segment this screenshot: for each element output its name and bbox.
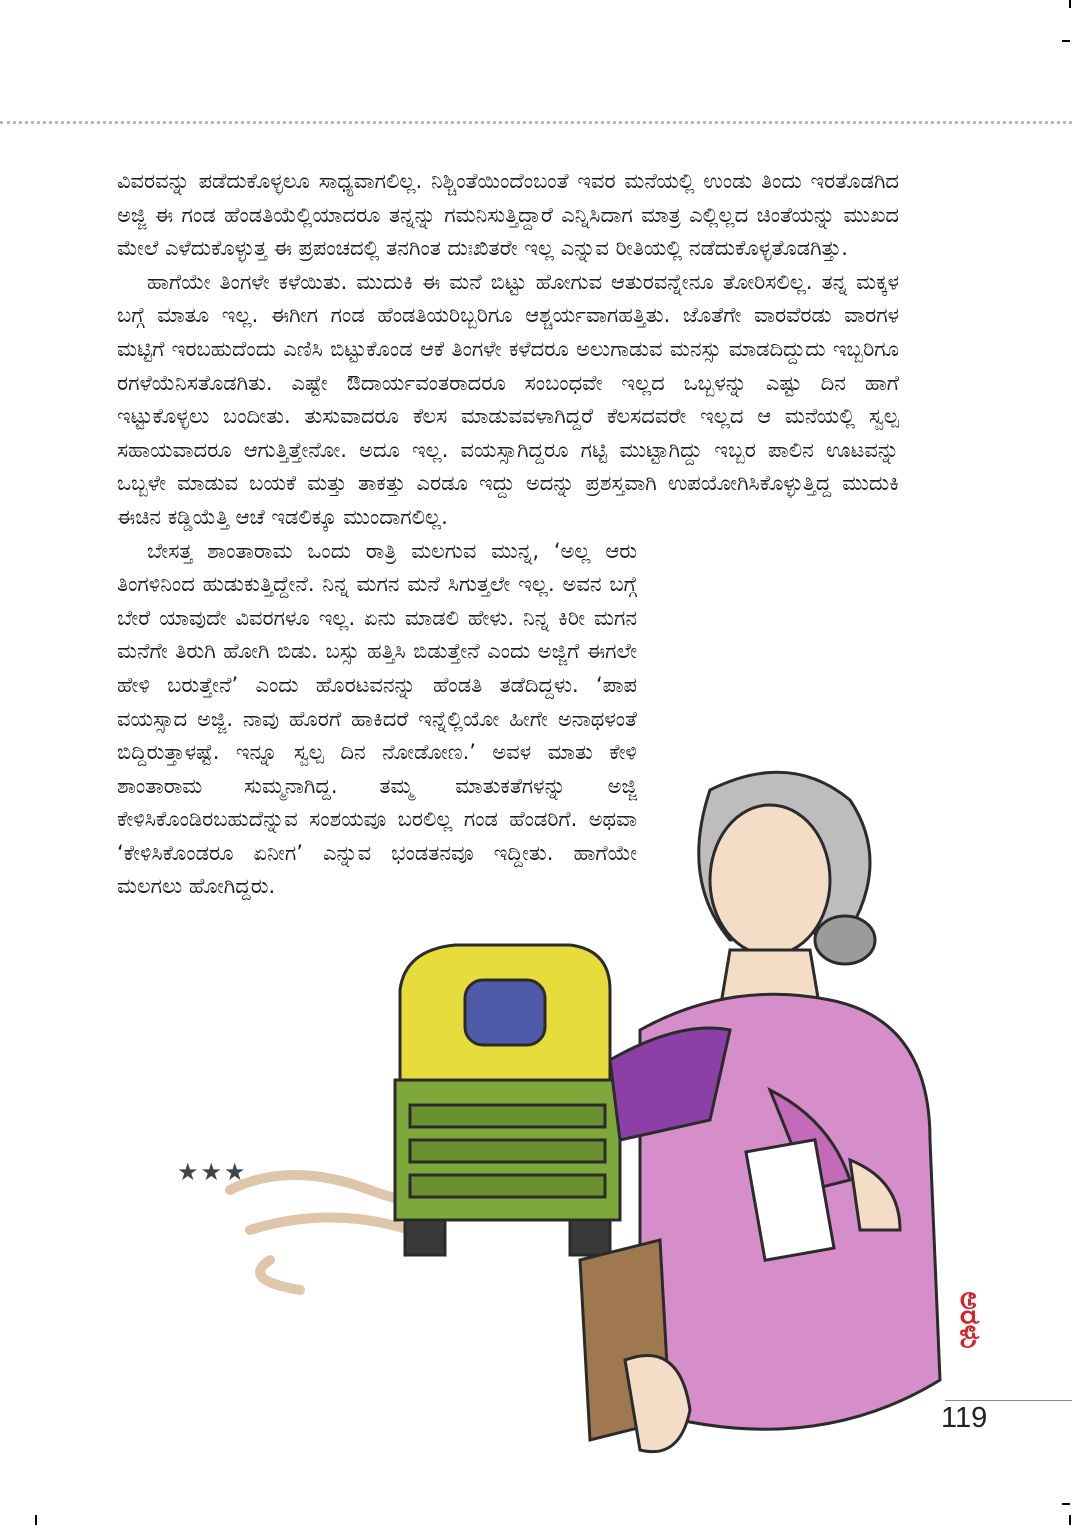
- paragraph-2: ಹಾಗೆಯೇ ತಿಂಗಳೇ ಕಳೆಯಿತು. ಮುದುಕಿ ಈ ಮನೆ ಬಿಟ್ಟು ಹೋಗುವ ಆತುರವನ್ನೇನೂ ತೋರಿಸಲಿಲ್ಲ. ತನ್ನ ಮಕ್ಕಳ ಬಗ್ಗೆ ಮಾತೂ ಇಲ್ಲ. ಈಗೀಗ ಗಂಡ ಹೆಂಡತಿಯರಿಬ್ಬರಿಗೂ ಆಶ್ಚರ್ಯವಾಗಹತ್ತಿತು. ಜೊತೆಗೇ ವಾರವೆರಡು ವಾರಗಳ ಮಟ್ಟಿಗೆ ಇರಬಹುದೆಂದು ಎಣಿಸಿ ಬಿಟ್ಟುಕೊಂಡ ಆಕೆ ತಿಂಗಳೇ ಕಳೆದರೂ ಅಲುಗಾಡುವ ಮನಸ್ಸು ಮಾಡದಿದ್ದುದು ಇಬ್ಬರಿಗೂ ರಗಳೆಯೆನಿಸತೊಡಗಿತು. ಎಷ್ಟೇ ಔದಾರ್ಯವಂತರಾದರೂ ಸಂಬಂಧವೇ ಇಲ್ಲದ ಒಬ್ಬಳನ್ನು ಎಷ್ಟು ದಿನ ಹಾಗೆ ಇಟ್ಟುಕೊಳ್ಳಲು ಬಂದೀತು. ತುಸುವಾದರೂ ಕೆಲಸ ಮಾಡುವವಳಾಗಿದ್ದರೆ ಕೆಲಸದವರೇ ಇಲ್ಲದ ಆ ಮನೆಯಲ್ಲಿ ಸ್ವಲ್ಪ ಸಹಾಯವಾದರೂ ಆಗುತ್ತಿತ್ತೇನೋ. ಅದೂ ಇಲ್ಲ. ವಯಸ್ಸಾಗಿದ್ದರೂ ಗಟ್ಟಿ ಮುಟ್ಟಾಗಿದ್ದು ಇಬ್ಬರ ಪಾಲಿನ ಊಟವನ್ನು ಒಬ್ಬಳೇ ಮಾಡುವ ಬಯಕೆ ಮತ್ತು ತಾಕತ್ತು ಎರಡೂ ಇದ್ದು ಅದನ್ನು ಪ್ರಶಸ್ತವಾಗಿ ಉಪಯೋಗಿಸಿಕೊಳ್ಳುತ್ತಿದ್ದ ಮುದುಕಿ ಈಚಿನ ಕಡ್ಡಿಯೆತ್ತಿ ಆಚೆ ಇಡಲಿಕ್ಕೂ ಮುಂದಾಗಲಿಲ್ಲ.: [117, 269, 899, 529]
- page-number-rule: [945, 1400, 1072, 1401]
- header-dotted-rule: [0, 121, 1072, 124]
- paragraph-3: ಬೇಸತ್ತ ಶಾಂತಾರಾಮ ಒಂದು ರಾತ್ರಿ ಮಲಗುವ ಮುನ್ನ, ‘ಅಲ್ಲ ಆರು ತಿಂಗಳಿನಿಂದ ಹುಡುಕುತ್ತಿದ್ದೇನೆ. ನಿನ್ನ ಮಗನ ಮನೆ ಸಿಗುತ್ತಲೇ ಇಲ್ಲ. ಅವನ ಬಗ್ಗೆ ಬೇರೆ ಯಾವುದೇ ವಿವರಗಳೂ ಇಲ್ಲ. ಏನು ಮಾಡಲಿ ಹೇಳು. ನಿನ್ನ ಕಿರೀ ಮಗನ ಮನೆಗೇ ತಿರುಗಿ ಹೋಗಿ ಬಿಡು. ಬಸ್ಸು ಹತ್ತಿಸಿ ಬಿಡುತ್ತೇನೆ ಎಂದು ಅಜ್ಜಿಗೆ ಈಗಲೇ ಹೇಳಿ ಬರುತ್ತೇನೆ’ ಎಂದು ಹೊರಟವನನ್ನು ಹೆಂಡತಿ ತಡೆದಿದ್ದಳು. ‘ಪಾಪ ವಯಸ್ಸಾದ ಅಜ್ಜಿ. ನಾವು ಹೊರಗೆ ಹಾಕಿದರೆ ಇನ್ನೆಲ್ಲಿಯೋ ಹೀಗೇ ಅನಾಥಳಂತೆ ಬಿದ್ದಿರುತ್ತಾಳಷ್ಟೆ. ಇನ್ನೂ ಸ್ವಲ್ಪ ದಿನ ನೋಡೋಣ.’ ಅವಳ ಮಾತು ಕೇಳಿ ಶಾಂತಾರಾಮ ಸುಮ್ಮನಾಗಿದ್ದ. ತಮ್ಮ ಮಾತುಕತೆಗಳನ್ನು ಅಜ್ಜಿ ಕೇಳಿಸಿಕೊಂಡಿರಬಹುದೆನ್ನುವ ಸಂಶಯವೂ ಬರಲಿಲ್ಲ ಗಂಡ ಹೆಂಡರಿಗೆ. ಅಥವಾ ‘ಕೇಳಿಸಿಕೊಂಡರೂ ಏನೀಗ’ ಎನ್ನುವ ಭಂಡತನವೂ ಇದ್ದೀತು. ಹಾಗೆಯೇ ಮಲಗಲು ಹೋಗಿದ್ದರು.: [117, 538, 637, 899]
- section-break-stars: ★★★: [177, 1158, 248, 1186]
- story-text: [117, 165, 899, 904]
- crop-mark-bottom-left: [35, 1515, 37, 1525]
- paragraph-1: ವಿವರವನ್ನು ಪಡೆದುಕೊಳ್ಳಲೂ ಸಾಧ್ಯವಾಗಲಿಲ್ಲ. ನಿಶ್ಚಿಂತೆಯಿಂದೆಂಬಂತೆ ಇವರ ಮನೆಯಲ್ಲಿ ಉಂಡು ತಿಂದು ಇರತೊಡಗಿದ ಅಜ್ಜಿ ಈ ಗಂಡ ಹೆಂಡತಿಯೆಲ್ಲಿಯಾದರೂ ತನ್ನನ್ನು ಗಮನಿಸುತ್ತಿದ್ದಾರೆ ಎನ್ನಿಸಿದಾಗ ಮಾತ್ರ ಎಲ್ಲಿಲ್ಲದ ಚಿಂತೆಯನ್ನು ಮುಖದ ಮೇಲೆ ಎಳೆದುಕೊಳ್ಳುತ್ತ ಈ ಪ್ರಪಂಚದಲ್ಲಿ ತನಗಿಂತ ದುಃಖಿತರೇ ಇಲ್ಲ ಎನ್ನುವ ರೀತಿಯಲ್ಲಿ ನಡೆದುಕೊಳ್ಳತೊಡಗಿತ್ತು.: [117, 169, 899, 261]
- autorickshaw: [395, 945, 620, 1255]
- page-number: 119: [941, 1402, 988, 1434]
- crop-mark-right-upper: [1062, 40, 1070, 42]
- side-label: ಅರಳು: [954, 1291, 987, 1349]
- crop-mark-top-right: [1069, 0, 1071, 8]
